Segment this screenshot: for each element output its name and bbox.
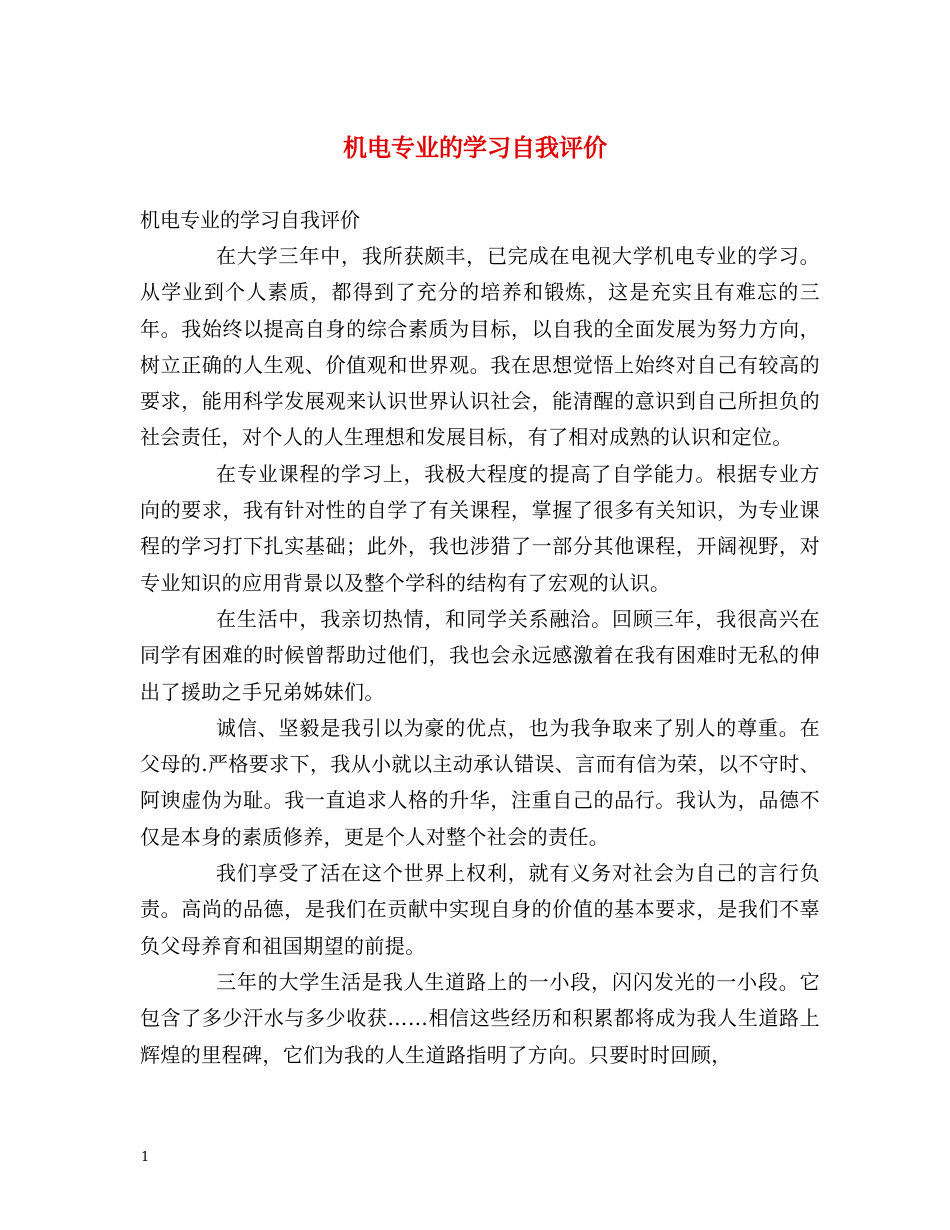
document-subtitle: 机电专业的学习自我评价	[140, 208, 360, 232]
paragraph: 我们享受了活在这个世界上权利，就有义务对社会为自己的言行负责。高尚的品德，是我们在贡献中实现自身的价值的基本要求，是我们不辜负父母养育和祖国期望的前提。	[140, 861, 820, 958]
paragraph: 在生活中，我亲切热情，和同学关系融洽。回顾三年，我很高兴在同学有困难的时候曾帮助过他们，我也会永远感激着在我有困难时无私的伸出了援助之手兄弟姊妹们。	[140, 606, 820, 704]
paragraph: 诚信、坚毅是我引以为豪的优点，也为我争取来了别人的尊重。在父母的.严格要求下，我从小就以主动承认错误、言而有信为荣，以不守时、阿谀虚伪为耻。我一直追求人格的升华，注重自己的品行。我认为，品德不仅是本身的素质修养，更是个人对整个社会的责任。	[140, 715, 820, 849]
paragraph: 在大学三年中，我所获颇丰，已完成在电视大学机电专业的学习。从学业到个人素质，都得到了充分的培养和锻炼，这是充实且有难忘的三年。我始终以提高自身的综合素质为目标，以自我的全面发展为努力方向，树立正确的人生观、价值观和世界观。我在思想觉悟上始终对自己有较高的要求，能用科学发展观来认识世界认识社会，能清醒的意识到自己所担负的社会责任，对个人的人生理想和发展目标，有了相对成熟的认识和定位。	[140, 244, 820, 450]
paragraph: 在专业课程的学习上，我极大程度的提高了自学能力。根据专业方向的要求，我有针对性的自学了有关课程，掌握了很多有关知识，为专业课程的学习打下扎实基础；此外，我也涉猎了一部分其他课程，开阔视野，对专业知识的应用背景以及整个学科的结构有了宏观的认识。	[140, 461, 820, 595]
document-title: 机电专业的学习自我评价	[343, 133, 607, 162]
document-body	[140, 202, 820, 1073]
paragraph: 三年的大学生活是我人生道路上的一小段，闪闪发光的一小段。它包含了多少汗水与多少收获……相信这些经历和积累都将成为我人生道路上辉煌的里程碑，它们为我的人生道路指明了方向。只要时时回顾，	[140, 969, 820, 1067]
page-number: 1	[141, 1150, 150, 1165]
